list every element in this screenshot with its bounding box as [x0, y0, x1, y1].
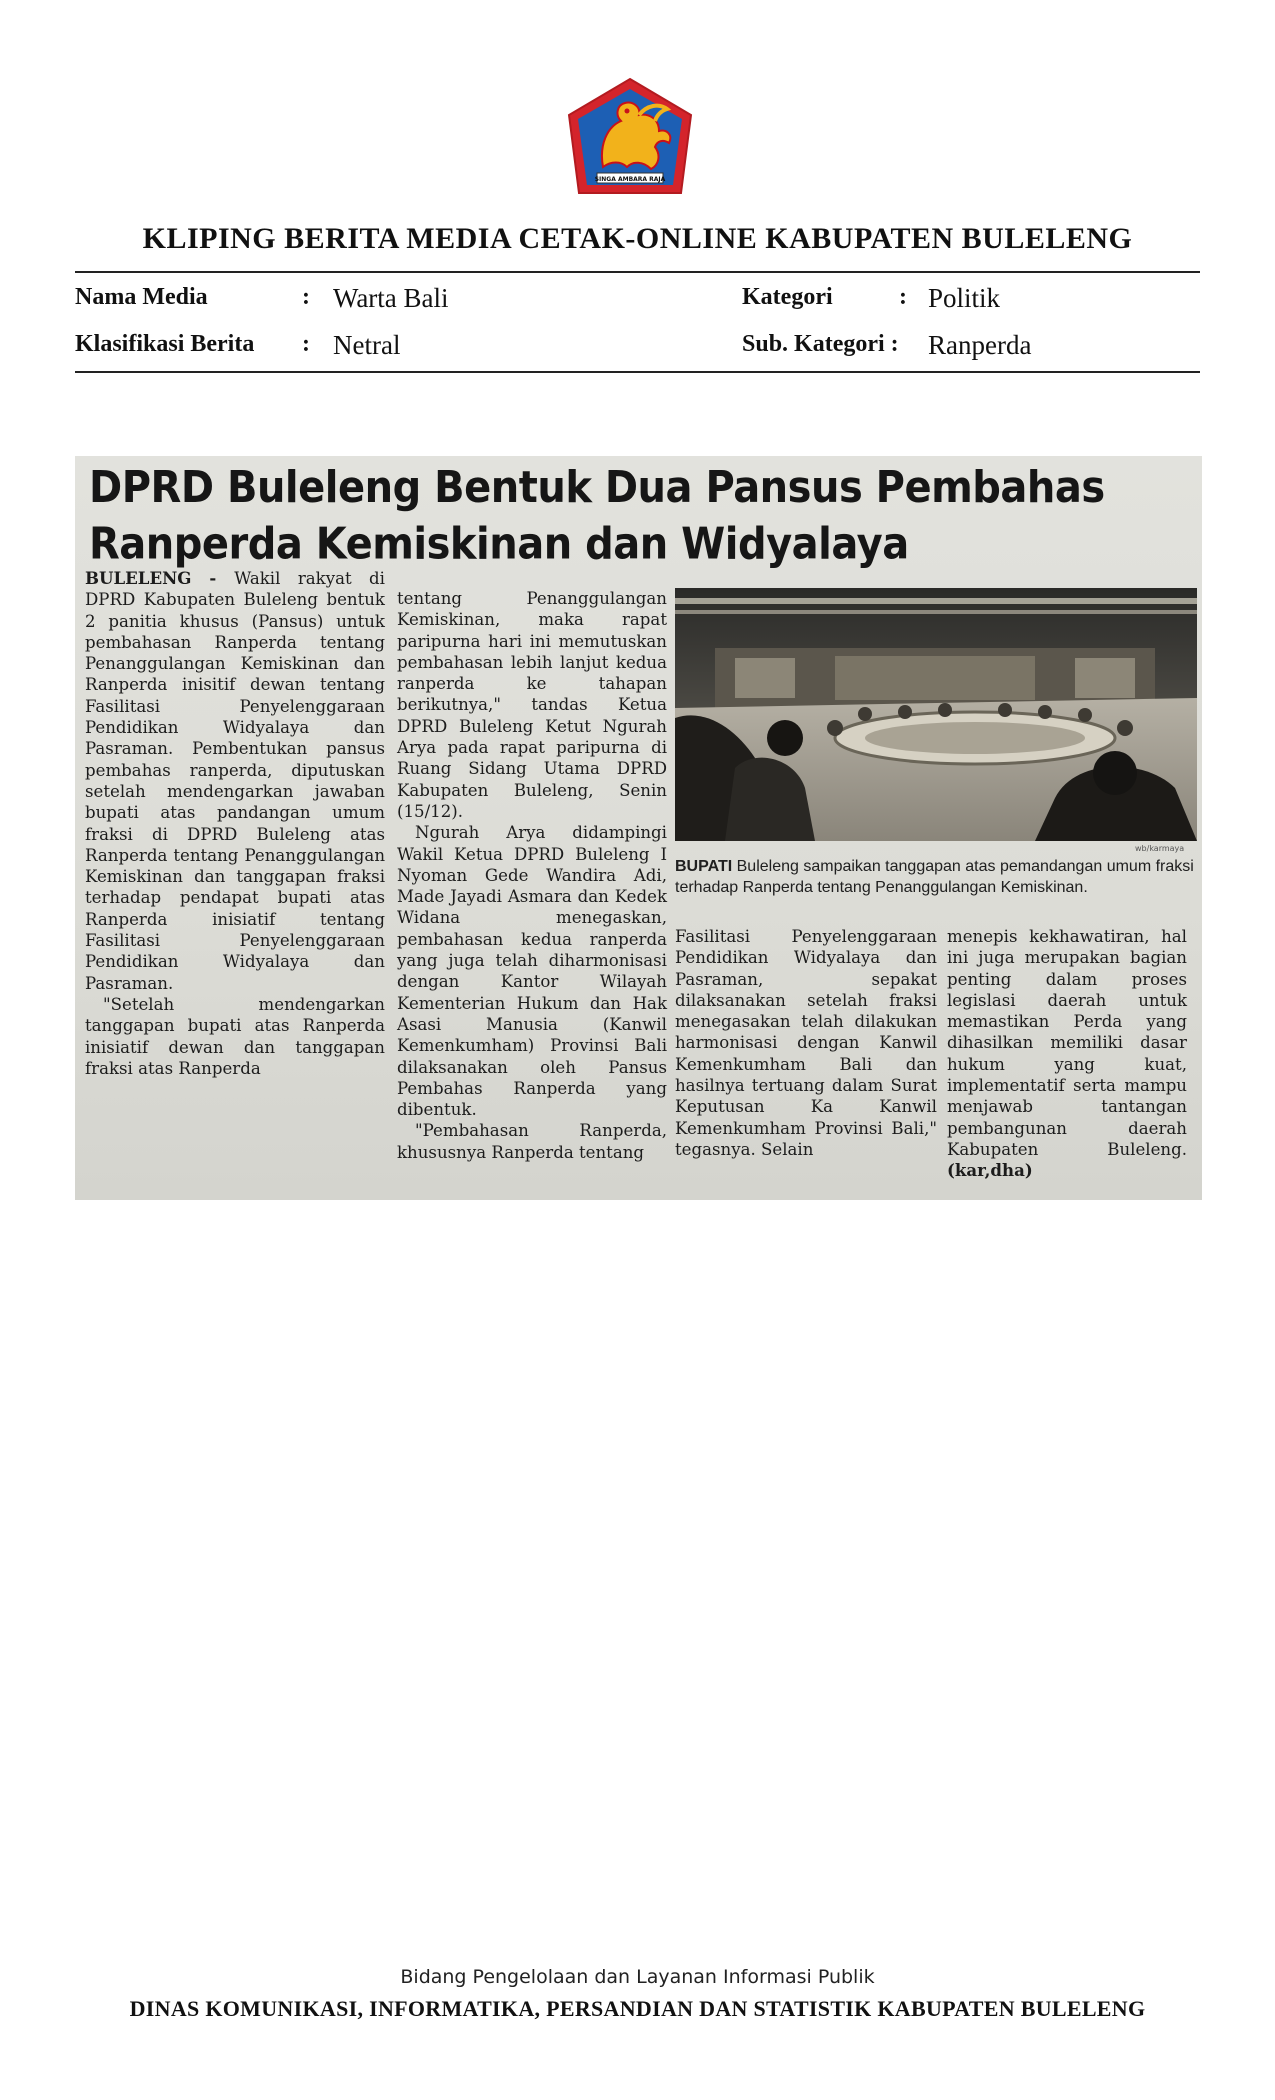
klasifikasi-label: Klasifikasi Berita — [75, 331, 255, 357]
column-2-paragraph-3: "Pembahasan Ranperda, khususnya Ranperda tentang — [397, 1121, 667, 1162]
sub-kategori-label: Sub. Kategori : — [742, 331, 899, 357]
media-value: Warta Bali — [333, 283, 449, 313]
article-column-4 — [947, 926, 1187, 1182]
column-2-paragraph-1: tentang Penanggulangan Kemiskinan, maka rapat paripurna hari ini memutuskan pembahasan lebih lanjut kedua ranperda ke tahapan berikutnya," tandas Ketua DPRD Buleleng Ketut Ngurah Arya pada rapat paripurna di Ruang Sidang Utama DPRD Kabupaten Buleleng, Senin (15/12). — [397, 589, 667, 821]
session-photo — [675, 588, 1197, 841]
kategori-colon: : — [899, 284, 907, 310]
header-divider — [75, 271, 1200, 273]
article-headline: DPRD Buleleng Bentuk Dua Pansus Pembahas Ranperda Kemiskinan dan Widyalaya — [89, 463, 1105, 570]
logo-text: SINGA AMBARA RAJA — [594, 176, 666, 183]
column-2-paragraph-2: Ngurah Arya didampingi Wakil Ketua DPRD Buleleng I Nyoman Gede Wandira Adi, Made Jayadi Asmara dan Kedek Widana menegaskan, pembahasan kedua ranperda yang juga telah diharmonisasi dengan Kantor Wilayah Kementerian Hukum dan Hak Asasi Manusia (Kanwil Kemenkumham) Provinsi Bali dilaksanakan oleh Pansus Pembahas Ranperda yang dibentuk. — [397, 823, 667, 1120]
kategori-label: Kategori — [742, 284, 833, 310]
footer-agency: DINAS KOMUNIKASI, INFORMATIKA, PERSANDIAN DAN STATISTIK KABUPATEN BULELENG — [129, 1996, 1146, 2021]
media-label: Nama Media — [75, 284, 208, 310]
media-colon: : — [302, 284, 310, 310]
article-column-1 — [85, 568, 385, 1079]
kategori-value: Politik — [928, 283, 1001, 313]
page-title: KLIPING BERITA MEDIA CETAK-ONLINE KABUPATEN BULELENG — [142, 222, 1133, 255]
column-4-text: menepis kekhawatiran, hal ini juga merupakan bagian penting dalam proses legislasi daerah untuk memastikan Perda yang dihasilkan memiliki dasar hukum yang kuat, implementatif serta mampu menjawab tantangan pembangunan daerah Kabupaten Buleleng. — [947, 927, 1187, 1159]
klasifikasi-value: Netral — [333, 330, 401, 360]
article-column-3: Fasilitasi Penyelenggaraan Pendidikan Widyalaya dan Pasraman, sepakat dilaksanakan setelah fraksi menegasakan telah dilakukan harmonisasi dengan Kanwil Kemenkumham Bali dan hasilnya tertuang dalam Surat Keputusan Ka Kanwil Kemenkumham Provinsi Bali," tegasnya. Selain — [675, 927, 937, 1159]
caption-lead: BUPATI — [675, 858, 733, 875]
news-clipping — [75, 456, 1202, 1200]
caption-text: Buleleng sampaikan tanggapan atas pemandangan umum fraksi terhadap Ranperda tentang Penanggulangan Kemiskinan. — [675, 858, 1194, 896]
photo-caption — [675, 856, 1195, 898]
author-sign: (kar,dha) — [947, 1160, 1033, 1181]
klasifikasi-colon: : — [302, 331, 310, 357]
dateline: BULELENG - — [85, 568, 235, 588]
article-column-2 — [397, 588, 667, 1163]
photo-credit: wb/karmaya — [1135, 844, 1185, 853]
meta-divider — [75, 371, 1200, 373]
singa-ambara-raja-emblem-icon — [563, 75, 697, 199]
column-1-text: Wakil rakyat di DPRD Kabupaten Buleleng bentuk 2 panitia khusus (Pansus) untuk pembahasan Ranperda tentang Penanggulangan Kemiskinan dan Ranperda inisitif dewan tentang Fasilitasi Penyelenggaraan Pendidikan Widyalaya dan Pasraman. Pembentukan pansus pembahas ranperda, diputuskan setelah mendengarkan jawaban bupati atas pandangan umum fraksi di DPRD Buleleng atas Ranperda tentang Penanggulangan Kemiskinan dan tanggapan fraksi terhadap pendapat bupati atas Ranperda inisiatif tentang Fasilitasi Penyelenggaraan Pendidikan Widyalaya dan Pasraman. — [85, 569, 385, 993]
footer-department: Bidang Pengelolaan dan Layanan Informasi Publik — [400, 1966, 875, 1988]
column-1-quote: "Setelah mendengarkan tanggapan bupati atas Ranperda inisiatif dewan dan tanggapan fraksi atas Ranperda — [85, 994, 385, 1078]
sub-kategori-value: Ranperda — [928, 330, 1032, 360]
